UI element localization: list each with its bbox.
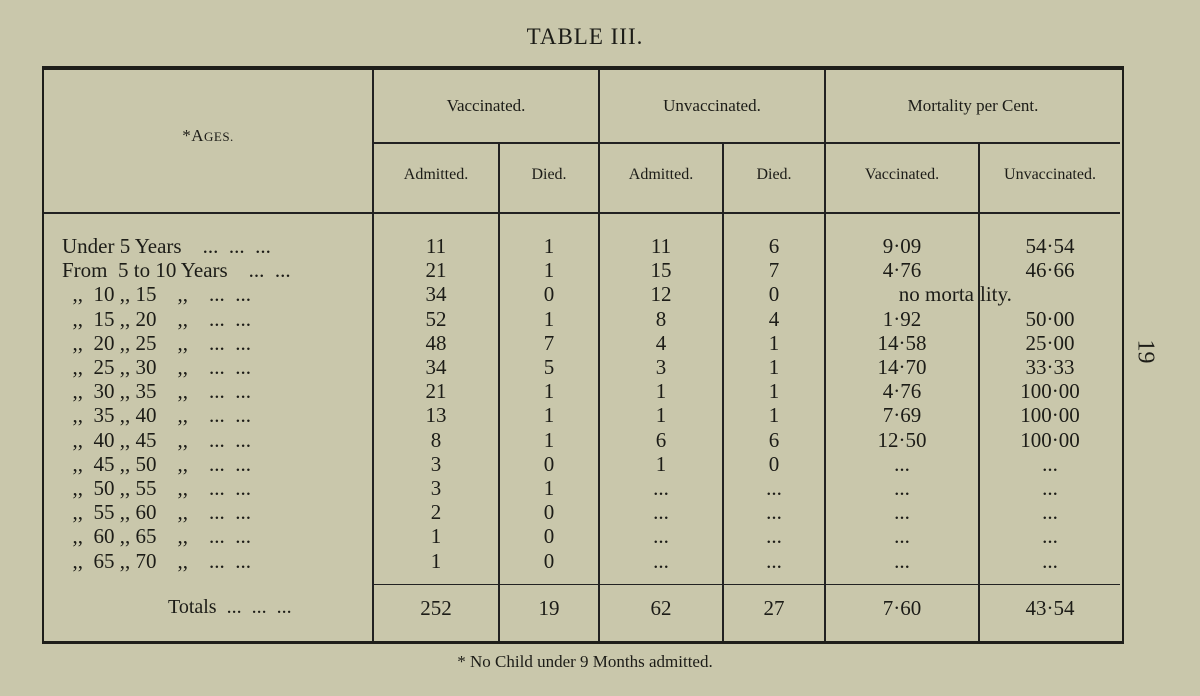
table-row — [44, 403, 1122, 427]
mortality-vaccinated-cell: ... — [894, 451, 910, 476]
unvaccinated-admitted-cell: 6 — [655, 427, 667, 452]
table-row — [44, 234, 1122, 258]
mortality-unvaccinated-cell: 46·66 — [1025, 258, 1075, 283]
unvaccinated-died-cell: 1 — [768, 355, 780, 379]
mortality-unvaccinated-cell: ... — [1042, 451, 1058, 476]
unvaccinated-died-cell: 1 — [768, 330, 780, 355]
mortality-vaccinated-cell: ... — [894, 500, 910, 525]
totals-unvaccinated-died: 27 — [763, 596, 785, 620]
age-range: Under 5 Years ... ... ... — [62, 234, 271, 258]
table-row — [44, 307, 1122, 331]
table-row — [44, 282, 1122, 306]
unvaccinated-admitted-cell: 1 — [655, 379, 667, 404]
totals-mortality-vaccinated: 7·60 — [882, 596, 922, 620]
vaccinated-admitted-header: Admitted. — [403, 166, 469, 183]
mortality-vaccinated-cell: 4·76 — [882, 379, 922, 404]
totals-unvaccinated-admitted: 62 — [650, 596, 672, 620]
table-row — [44, 355, 1122, 379]
mortality-vaccinated-cell: ... — [894, 524, 910, 549]
mortality-unvaccinated-cell: 25·00 — [1025, 330, 1075, 355]
mortality-unvaccinated-cell: 100·00 — [1020, 427, 1080, 452]
unvaccinated-admitted-cell: ... — [653, 548, 669, 573]
mortality-group-header: Mortality per Cent. — [907, 96, 1039, 115]
mortality-vaccinated-cell: 9·09 — [882, 234, 922, 258]
vaccinated-died-cell: 1 — [543, 258, 555, 283]
unvaccinated-died-cell: ... — [766, 500, 782, 525]
vaccinated-died-cell: 1 — [543, 403, 555, 428]
table-row — [44, 428, 1122, 452]
unvaccinated-died-cell: 6 — [768, 234, 780, 258]
unvaccinated-admitted-cell: 1 — [655, 451, 667, 476]
age-range: ,, 60 ,, 65 ,, ... ... — [62, 524, 251, 549]
mortality-unvaccinated-cell: 100·00 — [1020, 379, 1080, 404]
unvaccinated-died-cell: ... — [766, 548, 782, 573]
table-row — [44, 500, 1122, 524]
table-row — [44, 258, 1122, 282]
totals-label: Totals ... ... ... — [168, 596, 292, 618]
mortality-vaccinated-cell: 7·69 — [882, 403, 922, 428]
vaccinated-admitted-cell: 1 — [430, 548, 442, 573]
mortality-vaccinated-cell: 4·76 — [882, 258, 922, 283]
totals-row — [44, 596, 1122, 620]
vaccinated-died-cell: 1 — [543, 476, 555, 500]
totals-vaccinated-admitted: 252 — [420, 596, 452, 620]
data-table — [42, 66, 1124, 644]
age-range: ,, 50 ,, 55 ,, ... ... — [62, 476, 251, 500]
vaccinated-admitted-cell: 21 — [425, 258, 447, 283]
vaccinated-died-cell: 1 — [543, 306, 555, 331]
table-row — [44, 476, 1122, 500]
age-range: ,, 65 ,, 70 ,, ... ... — [62, 548, 251, 573]
mortality-unvaccinated-cell: 54·54 — [1025, 234, 1075, 258]
mortality-unvaccinated-cell: 100·00 — [1020, 403, 1080, 428]
table-row — [44, 524, 1122, 548]
unvaccinated-died-header: Died. — [756, 166, 792, 183]
unvaccinated-died-cell: 1 — [768, 403, 780, 428]
vaccinated-admitted-cell: 1 — [430, 524, 442, 549]
mortality-vaccinated-cell: ... — [894, 476, 910, 500]
vaccinated-admitted-cell: 3 — [430, 476, 442, 500]
unvaccinated-admitted-cell: 8 — [655, 306, 667, 331]
unvaccinated-died-cell: 7 — [768, 258, 780, 283]
vaccinated-admitted-cell: 34 — [425, 355, 447, 379]
header-rule — [374, 142, 1120, 144]
mortality-vaccinated-header: Vaccinated. — [864, 166, 940, 183]
unvaccinated-admitted-cell: 15 — [650, 258, 672, 283]
vaccinated-died-cell: 0 — [543, 451, 555, 476]
vaccinated-admitted-cell: 2 — [430, 500, 442, 525]
unvaccinated-group-header: Unvaccinated. — [663, 96, 761, 115]
mortality-vaccinated-cell: 1·92 — [882, 306, 922, 331]
vaccinated-admitted-cell: 11 — [425, 234, 447, 258]
unvaccinated-died-cell: 0 — [768, 451, 780, 476]
vaccinated-died-cell: 0 — [543, 500, 555, 525]
vaccinated-admitted-cell: 48 — [425, 330, 447, 355]
table-row — [44, 452, 1122, 476]
vaccinated-died-cell: 1 — [543, 427, 555, 452]
totals-rule — [374, 584, 1120, 585]
age-range: ,, 40 ,, 45 ,, ... ... — [62, 427, 251, 452]
age-range: ,, 55 ,, 60 ,, ... ... — [62, 500, 251, 525]
vaccinated-admitted-cell: 34 — [425, 282, 447, 307]
age-range: ,, 35 ,, 40 ,, ... ... — [62, 403, 251, 428]
unvaccinated-admitted-cell: 11 — [650, 234, 672, 258]
unvaccinated-admitted-cell: 12 — [650, 282, 672, 307]
vaccinated-admitted-cell: 21 — [425, 379, 447, 404]
unvaccinated-admitted-cell: ... — [653, 524, 669, 549]
unvaccinated-admitted-cell: 1 — [655, 403, 667, 428]
unvaccinated-admitted-header: Admitted. — [628, 166, 694, 183]
mortality-unvaccinated-cell: ... — [1042, 476, 1058, 500]
mortality-unvaccinated-cell: ... — [1042, 548, 1058, 573]
table-title: TABLE III. — [526, 24, 644, 49]
vaccinated-admitted-cell: 52 — [425, 306, 447, 331]
vaccinated-died-cell: 7 — [543, 330, 555, 355]
vaccinated-died-cell: 1 — [543, 379, 555, 404]
mortality-unvaccinated-cell: ... — [1042, 524, 1058, 549]
unvaccinated-admitted-cell: 3 — [655, 355, 667, 379]
mortality-vaccinated-cell: 14·58 — [877, 330, 927, 355]
unvaccinated-died-cell: 4 — [768, 306, 780, 331]
vaccinated-admitted-cell: 8 — [430, 427, 442, 452]
age-range: ,, 20 ,, 25 ,, ... ... — [62, 330, 251, 355]
mortality-vaccinated-cell: ... — [894, 548, 910, 573]
vaccinated-admitted-cell: 3 — [430, 451, 442, 476]
age-range: ,, 30 ,, 35 ,, ... ... — [62, 379, 251, 404]
age-range: ,, 15 ,, 20 ,, ... ... — [62, 306, 251, 331]
unvaccinated-admitted-cell: ... — [653, 476, 669, 500]
mortality-unvaccinated-cell: lity. — [980, 282, 1012, 307]
unvaccinated-died-cell: 6 — [768, 427, 780, 452]
vaccinated-died-cell: 0 — [543, 548, 555, 573]
vaccinated-died-cell: 0 — [543, 524, 555, 549]
vaccinated-died-header: Died. — [531, 166, 567, 183]
table-row — [44, 549, 1122, 573]
ages-header: *AGES. — [182, 126, 234, 145]
vaccinated-died-cell: 5 — [543, 355, 555, 379]
mortality-vaccinated-cell: 14·70 — [877, 355, 927, 379]
footnote: * No Child under 9 Months admitted. — [457, 652, 713, 671]
mortality-unvaccinated-cell: ... — [1042, 500, 1058, 525]
mortality-vaccinated-cell: no morta — [898, 282, 974, 307]
table-row — [44, 379, 1122, 403]
header-rule — [44, 212, 1120, 214]
vaccinated-group-header: Vaccinated. — [446, 96, 526, 115]
mortality-unvaccinated-cell: 33·33 — [1025, 355, 1075, 379]
vaccinated-died-cell: 0 — [543, 282, 555, 307]
vaccinated-died-cell: 1 — [543, 234, 555, 258]
totals-vaccinated-died: 19 — [538, 596, 560, 620]
unvaccinated-died-cell: ... — [766, 476, 782, 500]
unvaccinated-died-cell: ... — [766, 524, 782, 549]
mortality-unvaccinated-header: Unvaccinated. — [1004, 166, 1096, 183]
totals-mortality-unvaccinated: 43·54 — [1025, 596, 1075, 620]
unvaccinated-admitted-cell: 4 — [655, 330, 667, 355]
age-range: ,, 45 ,, 50 ,, ... ... — [62, 451, 251, 476]
page-number: 19 — [1132, 339, 1159, 364]
unvaccinated-died-cell: 0 — [768, 282, 780, 307]
mortality-unvaccinated-cell: 50·00 — [1025, 306, 1075, 331]
age-range: ,, 25 ,, 30 ,, ... ... — [62, 355, 251, 379]
table-row — [44, 331, 1122, 355]
unvaccinated-died-cell: 1 — [768, 379, 780, 404]
unvaccinated-admitted-cell: ... — [653, 500, 669, 525]
vaccinated-admitted-cell: 13 — [425, 403, 447, 428]
mortality-vaccinated-cell: 12·50 — [877, 427, 927, 452]
age-range: From 5 to 10 Years ... ... — [62, 258, 291, 283]
age-range: ,, 10 ,, 15 ,, ... ... — [62, 282, 251, 307]
